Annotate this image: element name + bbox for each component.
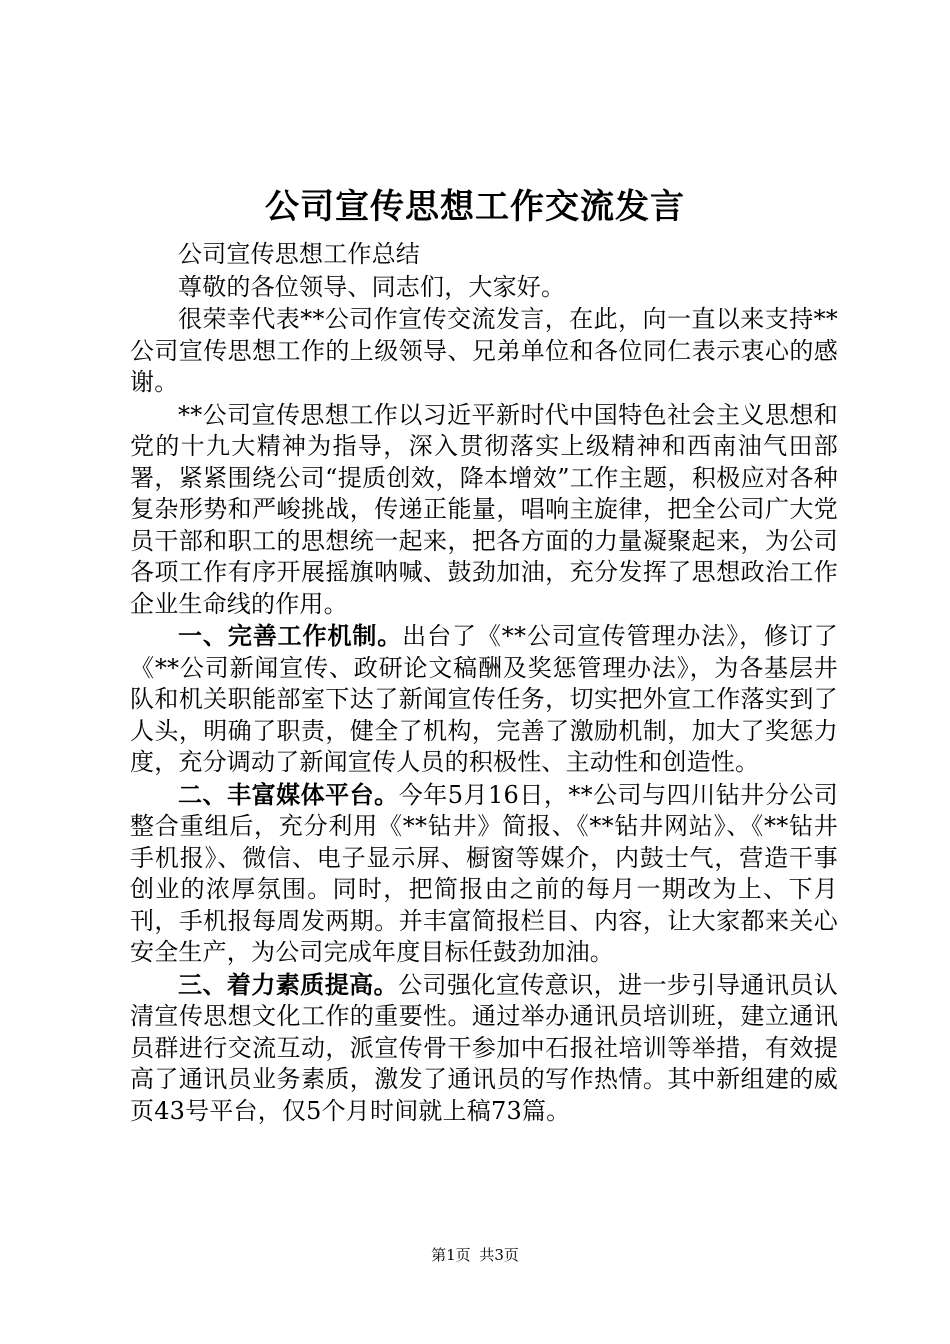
section-heading: 二、丰富媒体平台。	[178, 779, 399, 809]
paragraph-text: **公司宣传思想工作以习近平新时代中国特色社会主义思想和党的十九大精神为指导，深入贯彻落实上级精神和西南油气田部署，紧紧围绕公司“提质创效，降本增效”工作主题，积极应对各种复杂形势和严峻挑战，传递正能量，唱响主旋律，把全公司广大党员干部和职工的思想统一起来，把各方面的力量凝聚起来，为公司各项工作有序开展摇旗呐喊、鼓劲加油，充分发挥了思想政治工作企业生命线的作用。	[130, 400, 838, 618]
document-title: 公司宣传思想工作交流发言	[265, 187, 685, 227]
paragraph-text: 公司宣传思想工作总结	[178, 240, 420, 268]
paragraph	[130, 238, 838, 271]
paragraph	[130, 969, 838, 1128]
paragraph-text: 公司强化宣传意识，进一步引导通讯员认清宣传思想文化工作的重要性。通过举办通讯员培训班，建立通讯员群进行交流互动，派宣传骨干参加中石报社培训等举措，有效提高了通讯员业务素质，激发了通讯员的写作热情。其中新组建的威页43号平台，仅5个月时间就上稿73篇。	[130, 970, 838, 1125]
document-body	[130, 238, 838, 1127]
page-number: 第1页	[431, 1246, 471, 1264]
page-total: 共3页	[479, 1246, 519, 1264]
paragraph	[130, 399, 838, 621]
paragraph-text: 很荣幸代表**公司作宣传交流发言，在此，向一直以来支持**公司宣传思想工作的上级领导、兄弟单位和各位同仁表示衷心的感谢。	[130, 305, 838, 396]
paragraph	[130, 303, 838, 399]
paragraph	[130, 779, 838, 969]
paragraph	[130, 620, 838, 779]
section-heading: 三、着力素质提高。	[178, 969, 399, 999]
paragraph-text: 今年5月16日，**公司与四川钻井分公司整合重组后，充分利用《**钻井》简报、《**钻井网站》、《**钻井手机报》、微信、电子显示屏、橱窗等媒介，内鼓士气，营造干事创业的浓厚氛围。同时，把简报由之前的每月一期改为上、下月刊，手机报每周发两期。并丰富简报栏目、内容，让大家都来关心安全生产，为公司完成年度目标任鼓劲加油。	[130, 780, 838, 966]
paragraph-text: 出台了《**公司宣传管理办法》，修订了《**公司新闻宣传、政研论文稿酬及奖惩管理办法》，为各基层井队和机关职能部室下达了新闻宣传任务，切实把外宣工作落实到了人头，明确了职责，健全了机构，完善了激励机制，加大了奖惩力度，充分调动了新闻宣传人员的积极性、主动性和创造性。	[130, 622, 838, 776]
section-heading: 一、完善工作机制。	[178, 621, 403, 650]
paragraph	[130, 271, 838, 304]
paragraph-text: 尊敬的各位领导、同志们，大家好。	[178, 272, 566, 301]
page-footer	[0, 1244, 950, 1266]
